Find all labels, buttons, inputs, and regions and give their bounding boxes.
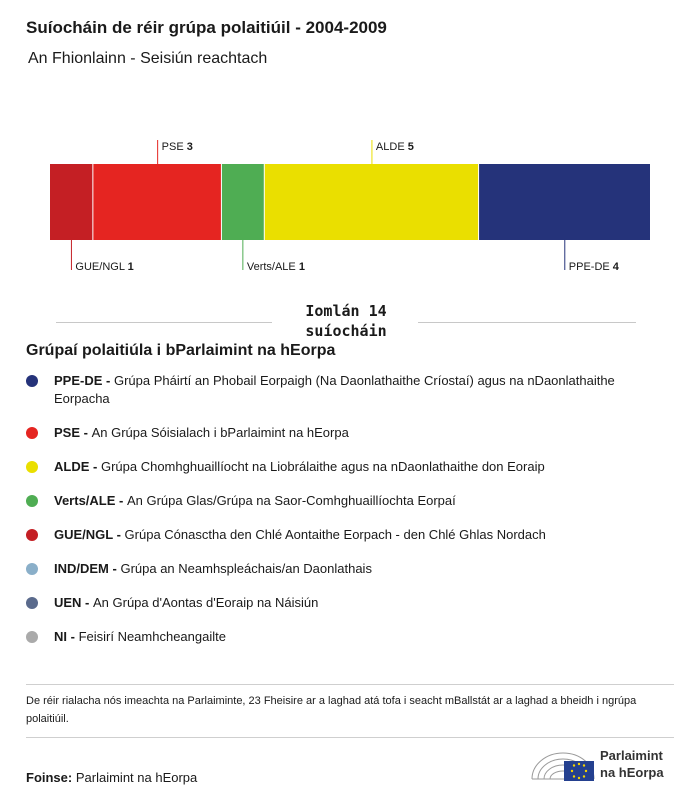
legend-item (26, 628, 666, 646)
legend-swatch (26, 495, 38, 507)
data-label: Verts/ALE 1 (246, 261, 305, 273)
divider (26, 737, 674, 738)
legend-abbr: NI - (54, 629, 79, 644)
data-label: PSE 3 (161, 141, 193, 153)
data-label: GUE/NGL 1 (75, 261, 134, 273)
legend-description: Feisirí Neamhcheangailte (78, 629, 226, 644)
data-label: PPE-DE 4 (568, 261, 619, 273)
total-divider-left (56, 322, 272, 323)
legend-abbr: PSE - (54, 425, 92, 440)
source-text: Parlaimint na hEorpa (75, 770, 198, 785)
bar-segment-verts-ale (221, 164, 264, 240)
legend-abbr: UEN - (54, 595, 93, 610)
total-divider-right (418, 322, 636, 323)
legend-item (26, 492, 666, 510)
legend-item (26, 526, 666, 544)
legend (26, 372, 666, 662)
source (26, 770, 197, 785)
legend-item (26, 458, 666, 476)
chart-subtitle: An Fhionlainn - Seisiún reachtach (28, 50, 268, 67)
bar-segment-pse (93, 164, 222, 240)
legend-swatch (26, 631, 38, 643)
legend-swatch (26, 563, 38, 575)
data-label: ALDE 5 (375, 141, 414, 153)
ep-logo-text (600, 747, 664, 781)
ep-logo-line2: na hEorpa (600, 765, 664, 780)
legend-title: Grúpaí polaitiúla i bParlaimint na hEorpa (26, 342, 336, 359)
legend-description: An Grúpa Sóisialach i bParlaimint na hEorpa (91, 425, 349, 440)
legend-description: Grúpa Chomhghuaillíocht na Liobrálaithe agus na nDaonlathaithe don Eoraip (100, 459, 545, 474)
legend-item (26, 594, 666, 612)
legend-description: Grúpa Cónasctha den Chlé Aontaithe Eorpach - den Chlé Ghlas Nordach (124, 527, 546, 542)
hemicycle-icon (530, 745, 596, 787)
chart-title: Suíocháin de réir grúpa polaitiúil - 2004-2009 (26, 18, 387, 37)
legend-abbr: Verts/ALE - (54, 493, 127, 508)
legend-abbr: PPE-DE - (54, 373, 114, 388)
legend-swatch (26, 375, 38, 387)
legend-description: An Grúpa d'Aontas d'Eoraip na Náisiún (93, 595, 319, 610)
seat-bar-chart (0, 130, 700, 280)
legend-swatch (26, 529, 38, 541)
total-seats-label: Iomlán 14 suíocháin (305, 302, 387, 340)
legend-item (26, 424, 666, 442)
legend-swatch (26, 427, 38, 439)
legend-description: An Grúpa Glas/Grúpa na Saor-Comhghuaillíochta Eorpaí (126, 493, 456, 508)
divider (26, 684, 674, 685)
bar-segment-ppe-de (479, 164, 650, 240)
legend-description: Grúpa Pháirtí an Phobail Eorpaigh (Na Daonlathaithe Críostaí) agus na nDaonlathaithe Eorpacha (54, 373, 615, 406)
legend-item (26, 560, 666, 578)
legend-abbr: IND/DEM - (54, 561, 121, 576)
source-label: Foinse: (26, 770, 73, 785)
bar-segment-gue-ngl (50, 164, 93, 240)
legend-swatch (26, 597, 38, 609)
footnote: De réir rialacha nós imeachta na Parlaiminte, 23 Fheisire ar a laghad atá tofa i seacht mBallstát ar a laghad a bheidh i ngrúpa polaitiúil. (26, 695, 637, 725)
ep-logo (530, 745, 680, 787)
legend-abbr: ALDE - (54, 459, 101, 474)
legend-swatch (26, 461, 38, 473)
legend-description: Grúpa an Neamhspleáchais/an Daonlathais (120, 561, 372, 576)
ep-logo-line1: Parlaimint (600, 748, 663, 763)
legend-abbr: GUE/NGL - (54, 527, 125, 542)
bar-segment-alde (264, 164, 478, 240)
legend-item (26, 372, 666, 408)
